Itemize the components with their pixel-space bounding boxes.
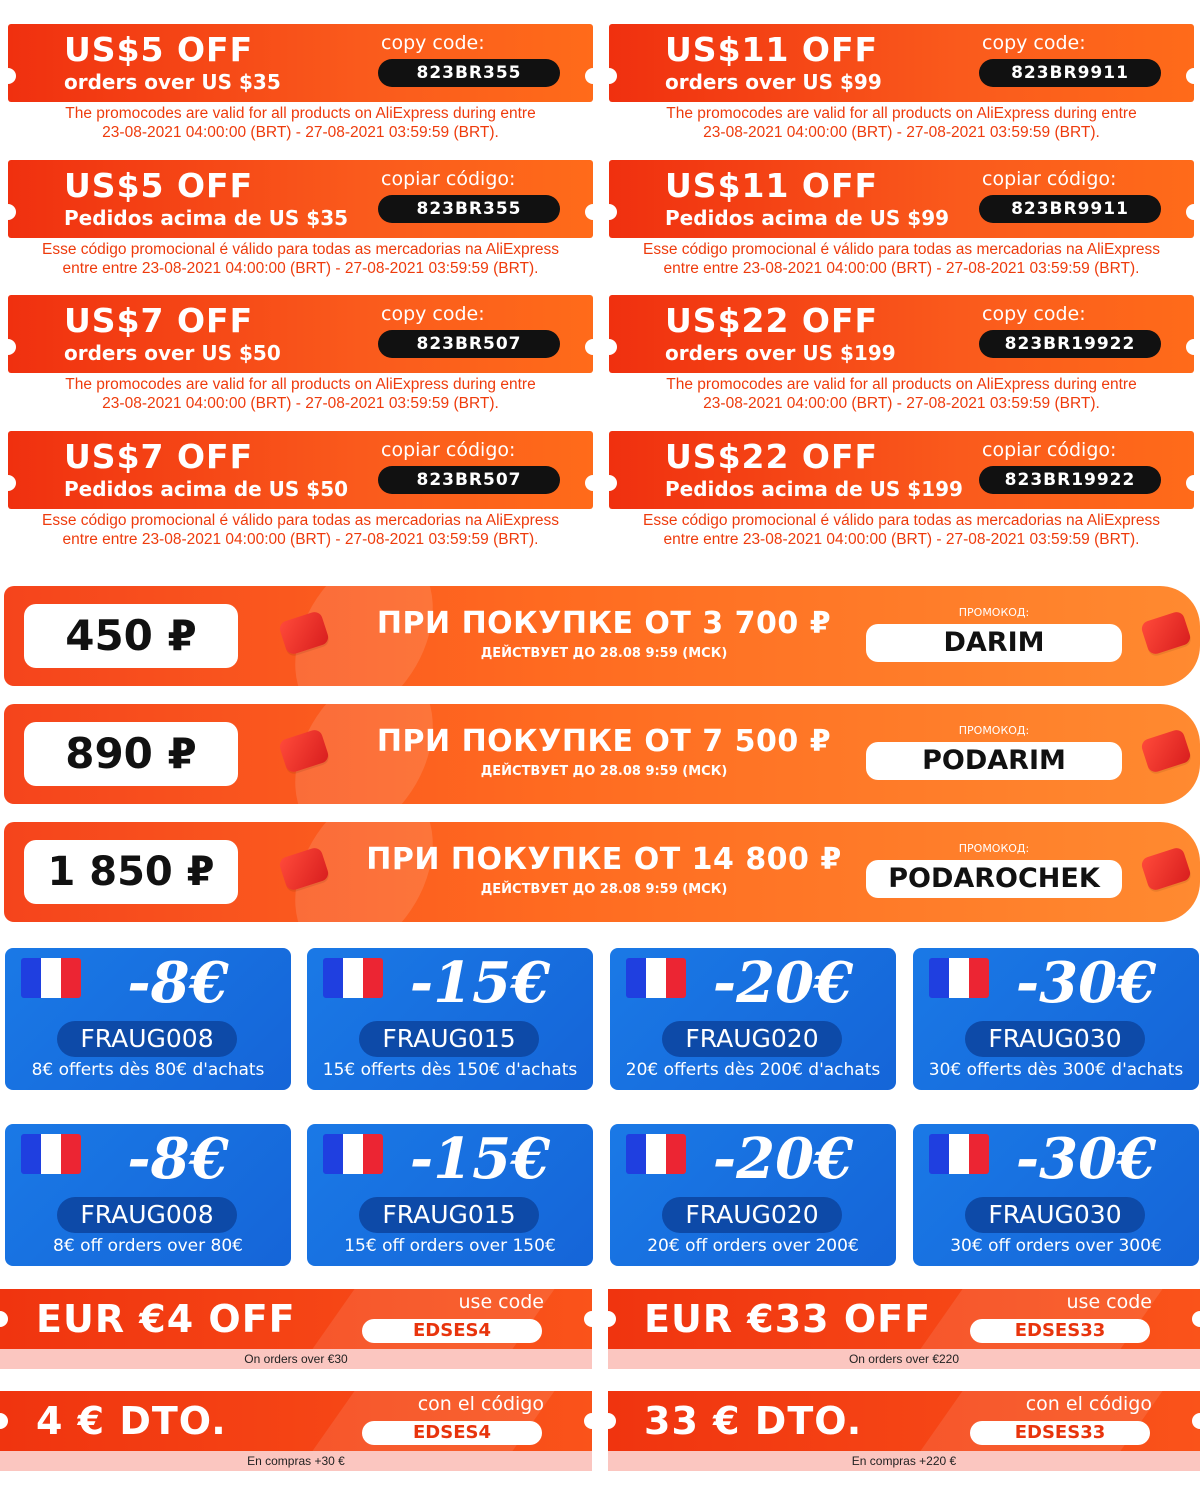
coupon-condition: Pedidos acima de US $50 [64,476,349,501]
coupon-condition: orders over US $199 [665,341,896,365]
promo-code[interactable]: FRAUG030 [965,1197,1145,1233]
note-line: entre entre 23-08-2021 04:00:00 (BRT) - 27-08-2021 03:59:59 (BRT). [62,259,539,277]
note-line: entre entre 23-08-2021 04:00:00 (BRT) - 27-08-2021 03:59:59 (BRT). [62,530,539,548]
brt-coupon [8,295,593,431]
fr-coupon [5,948,291,1090]
coupon-validity-note [609,104,1194,142]
coupon-validity-note [8,511,593,549]
fr-coupon [610,948,896,1090]
coupon-condition: 20€ offerts dès 200€ d'achats [625,1060,881,1080]
coupon-ticket [609,24,1194,102]
promo-code[interactable]: 823BR19922 [979,466,1161,494]
note-line: Esse código promocional é válido para todas as mercadorias na AliExpress [643,511,1160,529]
coupon-condition: 8€ off orders over 80€ [53,1236,243,1256]
brt-coupon-grid [8,24,1194,566]
promo-code[interactable]: EDSES4 [362,1421,542,1445]
coupon-amount: -30€ [1015,1126,1157,1192]
promo-code[interactable]: FRAUG015 [359,1197,539,1233]
brt-coupon [609,431,1194,567]
promo-code[interactable]: DARIM [866,624,1122,662]
coupon-condition: En compras +220 € [608,1451,1200,1471]
coupon-condition: On orders over €30 [0,1349,592,1369]
promo-code[interactable]: FRAUG015 [359,1021,539,1057]
coupon-condition: orders over US $99 [665,70,882,94]
coupon-amount: EUR €4 OFF [36,1297,296,1341]
coupon-amount: US$5 OFF [64,165,254,205]
coupon-condition: orders over US $35 [64,70,281,94]
note-line: 23-08-2021 04:00:00 (BRT) - 27-08-2021 03:59:59 (BRT). [102,124,499,141]
coupon-condition: ПРИ ПОКУПКЕ ОТ 3 700 ₽ [376,606,832,641]
gift-box-icon [1140,610,1192,656]
promo-code[interactable]: EDSES33 [970,1319,1150,1343]
ticket-notch [584,1311,592,1327]
ticket-notch [0,1311,8,1327]
coupon-amount: US$5 OFF [64,30,254,69]
coupon-amount: -15€ [409,1126,551,1192]
use-code-label: use code [1066,1291,1152,1313]
coupon-amount: -8€ [127,1126,229,1192]
ticket-notch [608,1413,616,1429]
use-code-label: con el código [1025,1393,1152,1415]
rub-coupon-banner [4,822,1200,922]
promo-code-label: ПРОМОКОД: [958,724,1030,737]
promo-code[interactable]: 823BR507 [378,330,560,358]
rub-coupon-banner [4,704,1200,804]
coupon-ticket [609,431,1194,509]
promo-code[interactable]: 823BR355 [378,59,560,87]
copy-code-label: copy code: [982,32,1086,54]
note-line: entre entre 23-08-2021 04:00:00 (BRT) - 27-08-2021 03:59:59 (BRT). [663,530,1140,548]
note-line: 23-08-2021 04:00:00 (BRT) - 27-08-2021 03:59:59 (BRT). [102,395,499,412]
coupon-ticket [608,1289,1200,1349]
promo-code[interactable]: 823BR19922 [979,330,1161,358]
coupon-amount: US$11 OFF [665,30,879,69]
brt-coupon [609,160,1194,296]
fr-coupon [307,1124,593,1266]
promo-code[interactable]: 823BR9911 [979,195,1161,223]
coupon-ticket [609,160,1194,238]
ticket-notch [584,1413,592,1429]
promo-code[interactable]: FRAUG008 [57,1197,237,1233]
note-line: The promocodes are valid for all products on AliExpress during entre [666,105,1137,122]
promo-code-label: ПРОМОКОД: [958,842,1030,855]
ticket-notch [0,1413,8,1429]
coupon-condition: Pedidos acima de US $199 [665,476,963,501]
coupon-amount: 33 € DTO. [644,1399,863,1443]
coupon-validity-note [609,511,1194,549]
copy-code-label: copiar código: [381,438,516,461]
fr-coupon [913,948,1199,1090]
promo-code[interactable]: EDSES33 [970,1421,1150,1445]
copy-code-label: copy code: [381,303,485,325]
copy-code-label: copiar código: [982,167,1117,190]
coupon-amount: US$22 OFF [665,301,879,340]
note-line: The promocodes are valid for all products on AliExpress during entre [666,376,1137,393]
coupon-validity-note [8,375,593,413]
coupon-condition: 30€ offerts dès 300€ d'achats [928,1060,1184,1080]
coupon-validity-note [8,240,593,278]
coupon-amount: -15€ [409,950,551,1016]
gift-box-icon [1140,728,1192,774]
coupon-validity: ДЕЙСТВУЕТ ДО 28.08 9:59 (МСК) [480,882,728,897]
coupon-ticket [0,1391,592,1451]
promo-code[interactable]: 823BR507 [378,466,560,494]
coupon-validity: ДЕЙСТВУЕТ ДО 28.08 9:59 (МСК) [480,646,728,661]
rub-coupon-banner [4,586,1200,686]
coupon-amount: US$11 OFF [665,165,879,205]
coupon-amount: 890 ₽ [24,722,238,786]
note-line: entre entre 23-08-2021 04:00:00 (BRT) - 27-08-2021 03:59:59 (BRT). [663,259,1140,277]
coupon-condition: ПРИ ПОКУПКЕ ОТ 7 500 ₽ [376,724,832,759]
coupon-amount: -30€ [1015,950,1157,1016]
note-line: The promocodes are valid for all products on AliExpress during entre [65,105,536,122]
coupon-validity-note [609,240,1194,278]
note-line: Esse código promocional é válido para todas as mercadorias na AliExpress [42,511,559,529]
fr-coupon [307,948,593,1090]
copy-code-label: copiar código: [381,167,516,190]
promo-code[interactable]: PODAROCHEK [866,860,1122,898]
coupon-condition: orders over US $50 [64,341,281,365]
promo-code[interactable]: PODARIM [866,742,1122,780]
note-line: 23-08-2021 04:00:00 (BRT) - 27-08-2021 03:59:59 (BRT). [703,395,1100,412]
coupon-amount: 4 € DTO. [36,1399,227,1443]
coupon-ticket [8,24,593,102]
promo-code[interactable]: FRAUG020 [662,1021,842,1057]
ticket-notch [608,1311,616,1327]
fr-coupon [610,1124,896,1266]
note-line: The promocodes are valid for all products on AliExpress during entre [65,376,536,393]
brt-coupon [609,24,1194,160]
coupon-condition: 15€ off orders over 150€ [344,1236,556,1256]
promo-code[interactable]: FRAUG020 [662,1197,842,1233]
coupon-amount: -20€ [712,950,854,1016]
coupon-amount: US$22 OFF [665,436,879,476]
brt-coupon [8,24,593,160]
es-coupon [608,1289,1200,1369]
use-code-label: use code [458,1291,544,1313]
coupon-ticket [8,431,593,509]
promo-code[interactable]: 823BR9911 [979,59,1161,87]
brt-coupon [8,160,593,296]
coupon-condition: 8€ offerts dès 80€ d'achats [31,1060,265,1080]
promo-code[interactable]: 823BR355 [378,195,560,223]
note-line: Esse código promocional é válido para todas as mercadorias na AliExpress [42,240,559,258]
es-coupon [0,1391,592,1471]
promo-code[interactable]: FRAUG030 [965,1021,1145,1057]
gift-box-icon [1140,846,1192,892]
copy-code-label: copiar código: [982,438,1117,461]
coupon-amount: -20€ [712,1126,854,1192]
ticket-notch [1192,1311,1200,1327]
coupon-validity-note [8,104,593,142]
coupon-amount: 1 850 ₽ [24,840,238,904]
fr-coupon [5,1124,291,1266]
coupon-ticket [8,295,593,373]
ticket-notch [1192,1413,1200,1429]
coupon-condition: 15€ offerts dès 150€ d'achats [322,1060,578,1080]
coupon-amount: US$7 OFF [64,436,254,476]
coupon-condition: Pedidos acima de US $99 [665,205,950,230]
brt-coupon [8,431,593,567]
coupon-amount: -8€ [127,950,229,1016]
coupon-condition: 20€ off orders over 200€ [647,1236,859,1256]
coupon-condition: On orders over €220 [608,1349,1200,1369]
coupon-condition: En compras +30 € [0,1451,592,1471]
coupon-amount: 450 ₽ [24,604,238,668]
coupon-ticket [8,160,593,238]
coupon-validity: ДЕЙСТВУЕТ ДО 28.08 9:59 (МСК) [480,764,728,779]
promo-code-label: ПРОМОКОД: [958,606,1030,619]
copy-code-label: copy code: [982,303,1086,325]
copy-code-label: copy code: [381,32,485,54]
coupon-ticket [608,1391,1200,1451]
coupon-validity-note [609,375,1194,413]
coupon-ticket [0,1289,592,1349]
use-code-label: con el código [417,1393,544,1415]
coupon-condition: ПРИ ПОКУПКЕ ОТ 14 800 ₽ [366,842,842,877]
coupon-amount: US$7 OFF [64,301,254,340]
es-coupon [608,1391,1200,1471]
brt-coupon [609,295,1194,431]
promo-code[interactable]: EDSES4 [362,1319,542,1343]
coupon-ticket [609,295,1194,373]
promo-code[interactable]: FRAUG008 [57,1021,237,1057]
coupon-condition: Pedidos acima de US $35 [64,205,349,230]
note-line: Esse código promocional é válido para todas as mercadorias na AliExpress [643,240,1160,258]
coupon-condition: 30€ off orders over 300€ [950,1236,1162,1256]
note-line: 23-08-2021 04:00:00 (BRT) - 27-08-2021 03:59:59 (BRT). [703,124,1100,141]
coupon-amount: EUR €33 OFF [644,1297,932,1341]
fr-coupon [913,1124,1199,1266]
es-coupon [0,1289,592,1369]
